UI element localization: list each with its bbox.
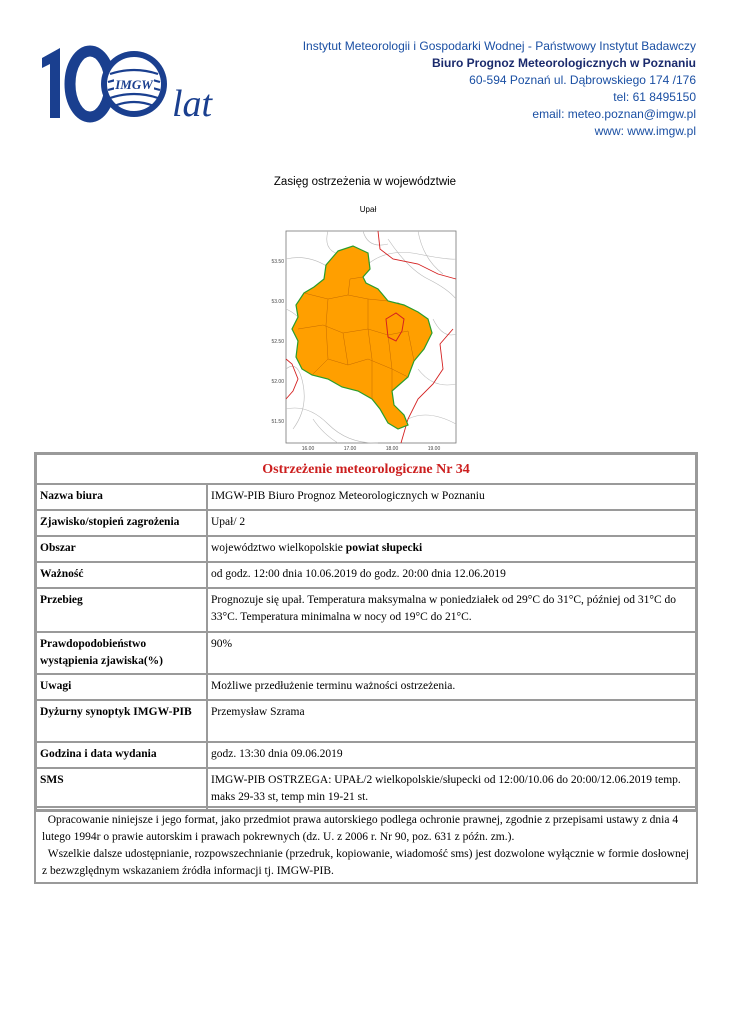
map-caption: Upał [359,205,377,214]
table-row [36,742,696,768]
row-value: Możliwe przedłużenie terminu ważności ostrzeżenia. [207,674,696,700]
section-title: Zasięg ostrzeżenia w województwie [273,176,457,188]
table-row [36,674,696,700]
row-key: Zjawisko/stopień zagrożenia [36,510,207,536]
table-row [36,700,696,742]
copyright-line-2: Wszelkie dalsze udostępnianie, rozpowszechnianie (przedruk, kopiowanie, wiadomość sms) jest dozwolone wyłącznie w formie dosłownej z bezwzględnym wskazaniem źródła informacji tj. IMGW-PIB. [42,848,689,877]
row-value: Przemysław Szrama [207,700,696,742]
copyright-line-1: Opracowanie niniejsze i jego format, jako przedmiot prawa autorskiego podlega ochronie prawnej, zgodnie z przepisami ustawy z dnia 4 lutego 1994r o prawie autorskim i prawach pokrewnych (dz. U. z 2006 r. Nr 90, poz. 631 z późn. zm.). [42,814,679,843]
y-tick-label: 52.00 [271,379,284,385]
x-tick-label: 17.00 [343,446,357,451]
row-key: Godzina i data wydania [36,742,207,768]
area-county: powiat słupecki [345,542,423,554]
institute-name: Instytut Meteorologii i Gospodarki Wodnej - Państwowy Instytut Badawczy [302,39,696,53]
x-axis-ticks [302,446,441,451]
row-value: Upał/ 2 [207,510,696,536]
row-key: Dyżurny synoptyk IMGW-PIB [36,700,207,742]
row-value: godz. 13:30 dnia 09.06.2019 [207,742,696,768]
institute-info [303,38,696,140]
copyright-notice [34,806,698,884]
warning-map [268,205,468,453]
row-key: Uwagi [36,674,207,700]
logo-lat-text: lat [172,83,213,124]
map-figure [268,219,468,451]
y-axis-ticks [271,259,284,425]
row-key: Ważność [36,562,207,588]
row-value [207,536,696,562]
y-tick-label: 53.00 [271,299,284,305]
y-tick-label: 52.50 [271,339,284,345]
table-row [36,632,696,674]
area-province: województwo wielkopolskie [211,542,343,554]
row-value: IMGW-PIB OSTRZEGA: UPAŁ/2 wielkopolskie/słupecki od 12:00/10.06 do 20:00/12.06.2019 temp. maks 29-33 st, temp min 19-21 st. [207,768,696,810]
x-tick-label: 18.00 [385,446,399,451]
y-tick-label: 53.50 [271,259,284,265]
table-row [36,510,696,536]
imgw-100-lat-logo [38,44,220,124]
row-value: 90% [207,632,696,674]
row-key: Prawdopodobieństwo wystąpienia zjawiska(%) [36,632,207,674]
y-tick-label: 51.50 [271,419,284,425]
row-value: Prognozuje się upał. Temperatura maksymalna w poniedziałek od 29°C do 31°C, później od 31°C do 33°C. Temperatura minimalna w nocy od 19°C do 21°C. [207,588,696,632]
row-value: od godz. 12:00 dnia 10.06.2019 do godz. 20:00 dnia 12.06.2019 [207,562,696,588]
table-row [36,768,696,810]
x-tick-label: 19.00 [427,446,441,451]
table-row [36,484,696,510]
table-row [36,536,696,562]
row-key: Przebieg [36,588,207,632]
office-name: Biuro Prognoz Meteorologicznych w Poznaniu [431,56,696,70]
row-key: SMS [36,768,207,810]
row-value: IMGW-PIB Biuro Prognoz Meteorologicznych w Poznaniu [207,484,696,510]
row-key: Obszar [36,536,207,562]
warning-table [34,452,698,812]
x-tick-label: 16.00 [301,446,315,451]
logo-imgw-text: IMGW [115,77,153,92]
row-key: Nazwa biura [36,484,207,510]
warning-title: Ostrzeżenie meteorologiczne Nr 34 [36,454,696,484]
office-email[interactable]: email: meteo.poznan@imgw.pl [532,107,696,121]
table-row [36,588,696,632]
office-website[interactable]: www: www.imgw.pl [594,124,696,138]
office-phone: tel: 61 8495150 [613,90,696,104]
table-row [36,562,696,588]
office-address: 60-594 Poznań ul. Dąbrowskiego 174 /176 [469,73,696,87]
